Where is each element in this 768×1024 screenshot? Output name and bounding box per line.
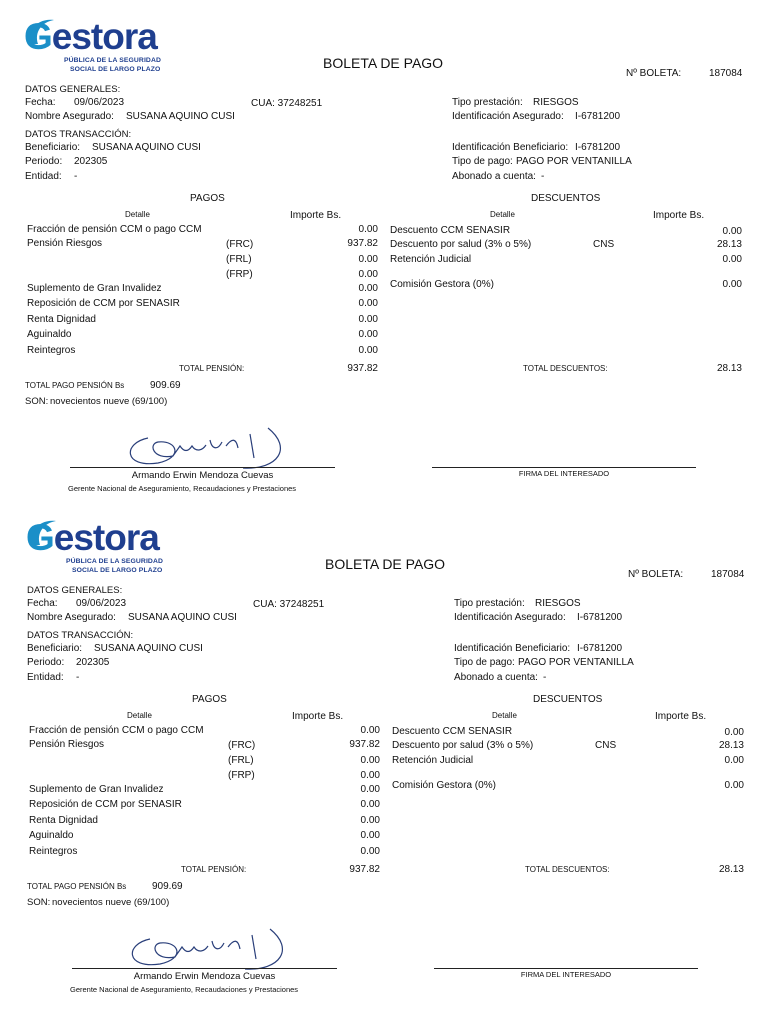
descuentos-row-amount: 28.13 <box>716 239 742 250</box>
pagos-row-amount: 0.00 <box>360 815 380 826</box>
pagos-row-label: Pensión Riesgos <box>29 739 105 750</box>
pagos-col-importe: Importe Bs. <box>290 210 342 221</box>
descuentos-row-amount: 0.00 <box>722 226 742 237</box>
total-pension-label: TOTAL PENSIÓN: <box>179 364 245 373</box>
pagos-col-detalle: Detalle <box>127 711 152 720</box>
descuentos-row-label: Descuento por salud (3% o 5%) <box>390 239 532 250</box>
id-asegurado-label: Identificación Asegurado: <box>454 612 566 623</box>
pagos-row-amount: 0.00 <box>360 784 380 795</box>
descuentos-row-label: Comisión Gestora (0%) <box>392 780 496 791</box>
descuentos-row-amount: 0.00 <box>722 279 742 290</box>
logo-subtitle-1: PÚBLICA DE LA SEGURIDAD <box>66 558 163 565</box>
periodo-label: Periodo: <box>27 657 65 668</box>
fecha-label: Fecha: <box>25 97 56 108</box>
manager-title: Gerente Nacional de Aseguramiento, Recaudaciones y Prestaciones <box>68 484 297 493</box>
total-descuentos-value: 28.13 <box>716 363 742 374</box>
periodo-label: Periodo: <box>25 156 63 167</box>
pagos-row-label: Suplemento de Gran Invalidez <box>29 784 164 795</box>
son-value: novecientos nueve (69/100) <box>52 897 170 908</box>
entidad-value: - <box>76 672 80 683</box>
cua-value: CUA: 37248251 <box>253 599 325 610</box>
descuentos-col-importe: Importe Bs. <box>655 711 707 722</box>
pagos-row-code: (FRP) <box>226 269 253 280</box>
pagos-row-code: (FRL) <box>226 254 252 265</box>
logo-wordmark: Gestora <box>24 16 157 57</box>
descuentos-row-code: CNS <box>595 740 617 751</box>
logo-subtitle-2: SOCIAL DE LARGO PLAZO <box>70 66 161 73</box>
son-label: SON: <box>27 897 51 908</box>
pagos-row-amount: 0.00 <box>360 755 380 766</box>
descuentos-row-label: Comisión Gestora (0%) <box>390 279 494 290</box>
pagos-row-code: (FRP) <box>228 770 255 781</box>
gestora-logo <box>26 515 176 581</box>
manager-name: Armando Erwin Mendoza Cuevas <box>133 971 276 982</box>
beneficiario-value: SUSANA AQUINO CUSI <box>92 142 201 153</box>
manager-title: Gerente Nacional de Aseguramiento, Recaudaciones y Prestaciones <box>70 985 299 994</box>
descuentos-heading: DESCUENTOS <box>531 193 601 204</box>
interesado-signature-line <box>432 467 696 468</box>
abonado-value: - <box>541 171 545 182</box>
pagos-heading: PAGOS <box>192 694 227 705</box>
pagos-row-amount: 0.00 <box>360 725 380 736</box>
manager-signature-line <box>70 467 335 468</box>
nombre-asegurado-value: SUSANA AQUINO CUSI <box>126 111 235 122</box>
datos-transaccion-heading: DATOS TRANSACCIÓN: <box>27 630 134 641</box>
pagos-row-amount: 937.82 <box>349 739 380 750</box>
payment-slip-2 <box>2 501 768 1001</box>
boleta-number-value: 187084 <box>709 68 743 79</box>
descuentos-row-label: Retención Judicial <box>392 755 474 766</box>
descuentos-row-label: Descuento por salud (3% o 5%) <box>392 740 534 751</box>
total-pago-value: 909.69 <box>152 881 183 892</box>
pagos-row-amount: 0.00 <box>358 254 378 265</box>
pagos-row-code: (FRC) <box>228 740 256 751</box>
fecha-value: 09/06/2023 <box>76 598 127 609</box>
periodo-value: 202305 <box>74 156 108 167</box>
boleta-number-label: Nº BOLETA: <box>626 68 682 79</box>
entidad-label: Entidad: <box>27 672 64 683</box>
manager-signature-icon <box>118 418 288 473</box>
abonado-value: - <box>543 672 547 683</box>
tipo-prestacion-label: Tipo prestación: <box>452 97 523 108</box>
pagos-row-label: Pensión Riesgos <box>27 238 103 249</box>
total-pago-label: TOTAL PAGO PENSIÓN Bs <box>27 882 127 891</box>
beneficiario-label: Beneficiario: <box>25 142 81 153</box>
beneficiario-label: Beneficiario: <box>27 643 83 654</box>
tipo-pago-label: Tipo de pago: <box>454 657 515 668</box>
pagos-row-amount: 0.00 <box>358 329 378 340</box>
tipo-pago-value: PAGO POR VENTANILLA <box>516 156 632 167</box>
abonado-label: Abonado a cuenta: <box>454 672 538 683</box>
pagos-row-label: Fracción de pensión CCM o pago CCM <box>27 224 202 235</box>
gestora-logo <box>24 14 174 80</box>
nombre-asegurado-value: SUSANA AQUINO CUSI <box>128 612 237 623</box>
logo-wordmark: Gestora <box>26 517 159 558</box>
interesado-label: FIRMA DEL INTERESADO <box>520 970 612 979</box>
total-pension-label: TOTAL PENSIÓN: <box>181 865 247 874</box>
descuentos-row-amount: 0.00 <box>722 254 742 265</box>
pagos-row-label: Reintegros <box>29 846 78 857</box>
interesado-signature-line <box>434 968 698 969</box>
abonado-label: Abonado a cuenta: <box>452 171 536 182</box>
periodo-value: 202305 <box>76 657 110 668</box>
entidad-label: Entidad: <box>25 171 62 182</box>
id-beneficiario-value: I-6781200 <box>575 142 621 153</box>
descuentos-col-detalle: Detalle <box>490 210 515 219</box>
pagos-row-label: Fracción de pensión CCM o pago CCM <box>29 725 204 736</box>
total-pago-label: TOTAL PAGO PENSIÓN Bs <box>25 381 125 390</box>
descuentos-row-amount: 0.00 <box>724 780 744 791</box>
fecha-label: Fecha: <box>27 598 58 609</box>
pagos-row-label: Reposición de CCM por SENASIR <box>27 298 180 309</box>
tipo-pago-label: Tipo de pago: <box>452 156 513 167</box>
id-beneficiario-label: Identificación Beneficiario: <box>452 142 569 153</box>
pagos-row-label: Aguinaldo <box>27 329 72 340</box>
id-asegurado-value: I-6781200 <box>575 111 621 122</box>
pagos-row-amount: 0.00 <box>358 224 378 235</box>
entidad-value: - <box>74 171 78 182</box>
son-value: novecientos nueve (69/100) <box>50 396 168 407</box>
descuentos-row-amount: 28.13 <box>718 740 744 751</box>
descuentos-row-amount: 0.00 <box>724 755 744 766</box>
datos-generales-heading: DATOS GENERALES: <box>27 585 123 596</box>
pagos-heading: PAGOS <box>190 193 225 204</box>
descuentos-row-label: Retención Judicial <box>390 254 472 265</box>
boleta-number-label: Nº BOLETA: <box>628 569 684 580</box>
manager-signature-line <box>72 968 337 969</box>
boleta-number-value: 187084 <box>711 569 745 580</box>
pagos-col-importe: Importe Bs. <box>292 711 344 722</box>
pagos-row-amount: 0.00 <box>358 298 378 309</box>
pagos-row-code: (FRL) <box>228 755 254 766</box>
id-asegurado-value: I-6781200 <box>577 612 623 623</box>
pagos-col-detalle: Detalle <box>125 210 150 219</box>
beneficiario-value: SUSANA AQUINO CUSI <box>94 643 203 654</box>
pagos-row-code: (FRC) <box>226 239 254 250</box>
interesado-label: FIRMA DEL INTERESADO <box>518 469 610 478</box>
tipo-prestacion-label: Tipo prestación: <box>454 598 525 609</box>
id-asegurado-label: Identificación Asegurado: <box>452 111 564 122</box>
descuentos-heading: DESCUENTOS <box>533 694 603 705</box>
pagos-row-amount: 0.00 <box>360 799 380 810</box>
pagos-row-amount: 0.00 <box>358 314 378 325</box>
total-descuentos-value: 28.13 <box>718 864 744 875</box>
descuentos-row-code: CNS <box>593 239 615 250</box>
pagos-row-amount: 0.00 <box>358 269 378 280</box>
pagos-row-amount: 937.82 <box>347 238 378 249</box>
son-label: SON: <box>25 396 49 407</box>
total-pension-value: 937.82 <box>347 363 378 374</box>
payment-slip-1 <box>0 0 768 500</box>
tipo-prestacion-value: RIESGOS <box>533 97 579 108</box>
descuentos-row-amount: 0.00 <box>724 727 744 738</box>
document-title: BOLETA DE PAGO <box>323 55 444 71</box>
manager-signature-icon <box>120 919 290 974</box>
nombre-asegurado-label: Nombre Asegurado: <box>25 111 114 122</box>
document-title: BOLETA DE PAGO <box>325 556 446 572</box>
total-pension-value: 937.82 <box>349 864 380 875</box>
datos-transaccion-heading: DATOS TRANSACCIÓN: <box>25 129 132 140</box>
pagos-row-label: Reintegros <box>27 345 76 356</box>
total-descuentos-label: TOTAL DESCUENTOS: <box>523 364 608 373</box>
pagos-row-label: Aguinaldo <box>29 830 74 841</box>
fecha-value: 09/06/2023 <box>74 97 125 108</box>
logo-subtitle-2: SOCIAL DE LARGO PLAZO <box>72 567 163 574</box>
datos-generales-heading: DATOS GENERALES: <box>25 84 121 95</box>
descuentos-row-label: Descuento CCM SENASIR <box>390 225 511 236</box>
logo-subtitle-1: PÚBLICA DE LA SEGURIDAD <box>64 57 161 64</box>
pagos-row-amount: 0.00 <box>358 283 378 294</box>
pagos-row-label: Renta Dignidad <box>29 815 98 826</box>
total-pago-value: 909.69 <box>150 380 181 391</box>
pagos-row-amount: 0.00 <box>360 830 380 841</box>
pagos-row-amount: 0.00 <box>358 345 378 356</box>
descuentos-row-label: Descuento CCM SENASIR <box>392 726 513 737</box>
tipo-pago-value: PAGO POR VENTANILLA <box>518 657 634 668</box>
manager-name: Armando Erwin Mendoza Cuevas <box>131 470 274 481</box>
id-beneficiario-label: Identificación Beneficiario: <box>454 643 571 654</box>
nombre-asegurado-label: Nombre Asegurado: <box>27 612 116 623</box>
descuentos-col-detalle: Detalle <box>492 711 517 720</box>
total-descuentos-label: TOTAL DESCUENTOS: <box>525 865 610 874</box>
descuentos-col-importe: Importe Bs. <box>653 210 705 221</box>
pagos-row-label: Reposición de CCM por SENASIR <box>29 799 182 810</box>
tipo-prestacion-value: RIESGOS <box>535 598 581 609</box>
pagos-row-amount: 0.00 <box>360 846 380 857</box>
cua-value: CUA: 37248251 <box>251 98 323 109</box>
id-beneficiario-value: I-6781200 <box>577 643 623 654</box>
pagos-row-amount: 0.00 <box>360 770 380 781</box>
pagos-row-label: Renta Dignidad <box>27 314 96 325</box>
pagos-row-label: Suplemento de Gran Invalidez <box>27 283 162 294</box>
